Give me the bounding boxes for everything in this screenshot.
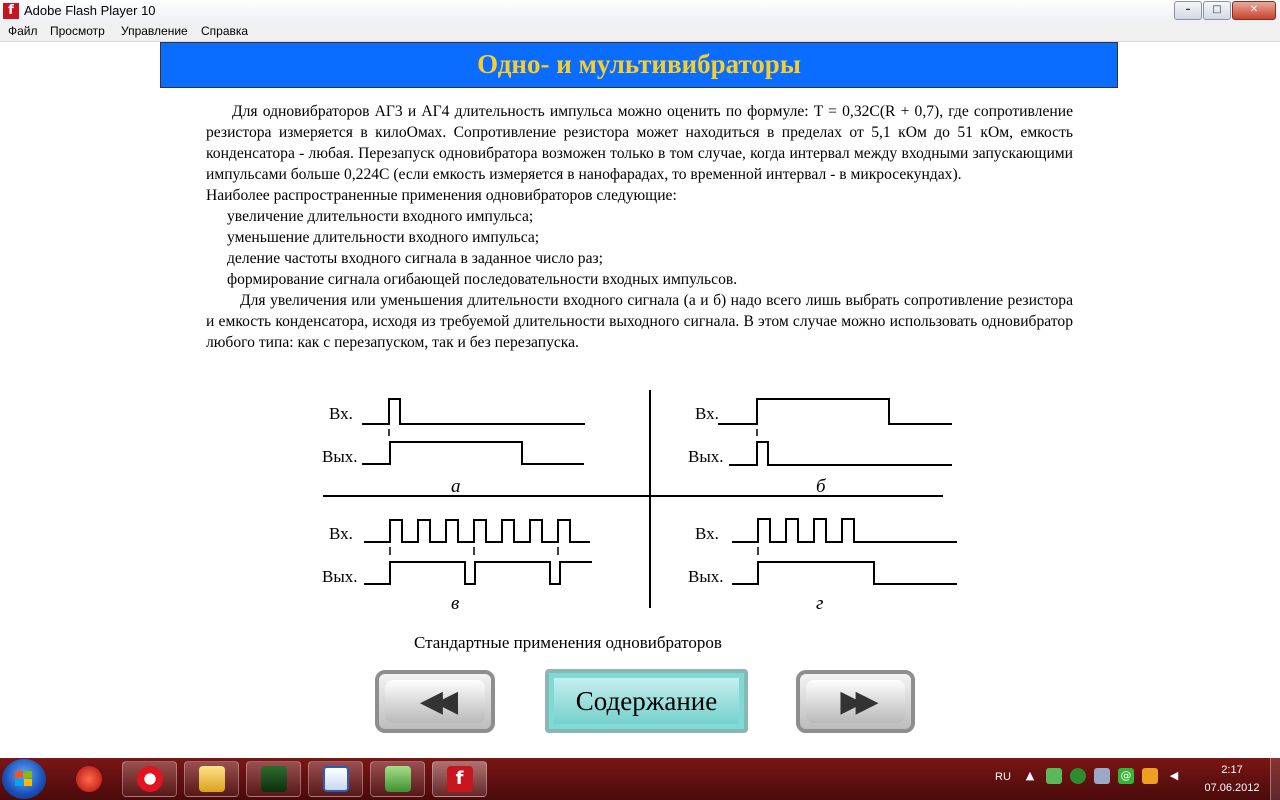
article-body bbox=[206, 101, 1073, 353]
tray-utorrent-icon[interactable] bbox=[1070, 768, 1086, 784]
panel-b-label: б bbox=[816, 476, 826, 497]
applications-list bbox=[206, 206, 1073, 290]
list-item: деление частоты входного сигнала в заданное число раз; bbox=[227, 250, 603, 267]
panel-g-output-signal bbox=[732, 562, 957, 584]
page-title: Одно- и мультивибраторы bbox=[477, 49, 801, 79]
contents-button-label: Содержание bbox=[554, 678, 739, 724]
rewind-icon: ◀◀ bbox=[385, 680, 485, 723]
panel-a-output-signal bbox=[362, 442, 584, 464]
tray-app-icon[interactable] bbox=[1094, 768, 1110, 784]
panel-b-output-signal bbox=[729, 442, 952, 465]
taskbar-app-opera[interactable] bbox=[122, 761, 177, 797]
close-button[interactable]: ✕ bbox=[1232, 1, 1276, 20]
window-titlebar[interactable] bbox=[0, 0, 1280, 23]
language-indicator[interactable]: RU bbox=[995, 771, 1011, 783]
tray-pause-icon[interactable] bbox=[1142, 768, 1158, 784]
minimize-button[interactable]: – bbox=[1174, 1, 1202, 20]
word-icon bbox=[323, 766, 349, 792]
panel-v-label: в bbox=[451, 593, 460, 613]
windows-logo-icon bbox=[15, 771, 33, 787]
contents-button[interactable] bbox=[545, 669, 748, 733]
taskbar-app-flash[interactable] bbox=[432, 761, 487, 797]
paragraph-formula: Для одновибраторов АГ3 и АГ4 длительность импульса можно оценить по формуле: T = 0,32C(R + 0,7), где сопротивление резистора измеряется в килоОмах. Сопротивление резистора может находиться в пределах от 5,1 кОм до 51 кОм, емкость конденсатора - любая. Перезапуск одновибратора возможен только в том случае, когда интервал между входными запускающими импульсами больше 0,224С (если емкость измеряется в нанофарадах, то временной интервал - в микросекундах). bbox=[206, 103, 1073, 183]
panel-v-output-label: Вых. bbox=[322, 567, 358, 586]
paragraph-applications: Наиболее распространенные применения одновибраторов следующие: bbox=[206, 187, 677, 204]
next-button[interactable] bbox=[796, 670, 915, 733]
taskbar-app-task-manager[interactable] bbox=[246, 761, 301, 797]
panel-v-input-signal bbox=[364, 520, 590, 542]
tray-network-icon[interactable] bbox=[1046, 768, 1062, 784]
panel-b-input-signal bbox=[718, 399, 952, 424]
flash-icon: f bbox=[447, 766, 473, 792]
panel-a-label: а bbox=[451, 476, 461, 497]
panel-a-input-label: Вх. bbox=[329, 404, 353, 423]
recycle-icon bbox=[385, 766, 411, 792]
tray-expand-icon[interactable]: ▲ bbox=[1025, 769, 1035, 782]
page-header bbox=[160, 42, 1118, 88]
panel-b-output-label: Вых. bbox=[688, 447, 724, 466]
menu-control[interactable]: Управление bbox=[121, 24, 188, 38]
paragraph-duration: Для увеличения или уменьшения длительности входного сигнала (а и б) надо всего лишь выбрать сопротивление резистора и емкость конденсатора, исходя из требуемой длительности выходного сигнала. В этом случае можно использовать одновибратор любого типа: как с перезапуском, так и без перезапуска. bbox=[206, 292, 1073, 351]
clock-time[interactable]: 2:17 bbox=[1221, 764, 1243, 776]
start-button[interactable] bbox=[2, 759, 46, 799]
window-controls bbox=[1173, 1, 1276, 20]
list-item: уменьшение длительности входного импульса; bbox=[227, 229, 540, 246]
menu-file[interactable]: Файл bbox=[8, 24, 38, 38]
tray-mail-icon[interactable]: @ bbox=[1118, 768, 1134, 784]
panel-a-input-signal bbox=[362, 399, 585, 424]
list-item: формирование сигнала огибающей последовательности входных импульсов. bbox=[227, 271, 738, 288]
panel-g-output-label: Вых. bbox=[688, 567, 724, 586]
menu-help[interactable]: Справка bbox=[201, 24, 249, 38]
panel-v-output-signal bbox=[364, 562, 592, 584]
taskbar-app-word[interactable] bbox=[308, 761, 363, 797]
show-desktop-button[interactable] bbox=[1270, 758, 1280, 800]
flash-icon: f bbox=[3, 3, 19, 19]
tray-volume-icon[interactable]: ◀ bbox=[1169, 769, 1179, 782]
clock-date[interactable]: 07.06.2012 bbox=[1204, 782, 1260, 794]
menu-bar bbox=[0, 22, 1280, 42]
window-title: Adobe Flash Player 10 bbox=[24, 3, 156, 18]
taskbar-app-explorer[interactable] bbox=[184, 761, 239, 797]
opera-icon bbox=[137, 766, 163, 792]
panel-g-input-label: Вх. bbox=[695, 524, 719, 543]
task-manager-icon bbox=[261, 766, 287, 792]
panel-a-output-label: Вых. bbox=[322, 447, 358, 466]
menu-view[interactable]: Просмотр bbox=[50, 24, 105, 38]
taskbar-app-opera-red[interactable] bbox=[61, 761, 116, 797]
system-tray bbox=[1022, 768, 1190, 784]
list-item: увеличение длительности входного импульса; bbox=[227, 208, 534, 225]
panel-b-input-label: Вх. bbox=[695, 404, 719, 423]
panel-v-input-label: Вх. bbox=[329, 524, 353, 543]
previous-button[interactable] bbox=[375, 670, 495, 733]
diagram-caption: Стандартные применения одновибраторов bbox=[414, 633, 722, 652]
maximize-button[interactable]: □ bbox=[1203, 1, 1231, 20]
fast-forward-icon: ▶▶ bbox=[806, 680, 905, 723]
panel-g-input-signal bbox=[732, 519, 957, 542]
taskbar-app-recycle[interactable] bbox=[370, 761, 425, 797]
opera-icon-red bbox=[76, 766, 102, 792]
timing-diagram bbox=[320, 388, 960, 613]
panel-g-label: г bbox=[816, 593, 824, 613]
explorer-icon bbox=[199, 766, 225, 792]
